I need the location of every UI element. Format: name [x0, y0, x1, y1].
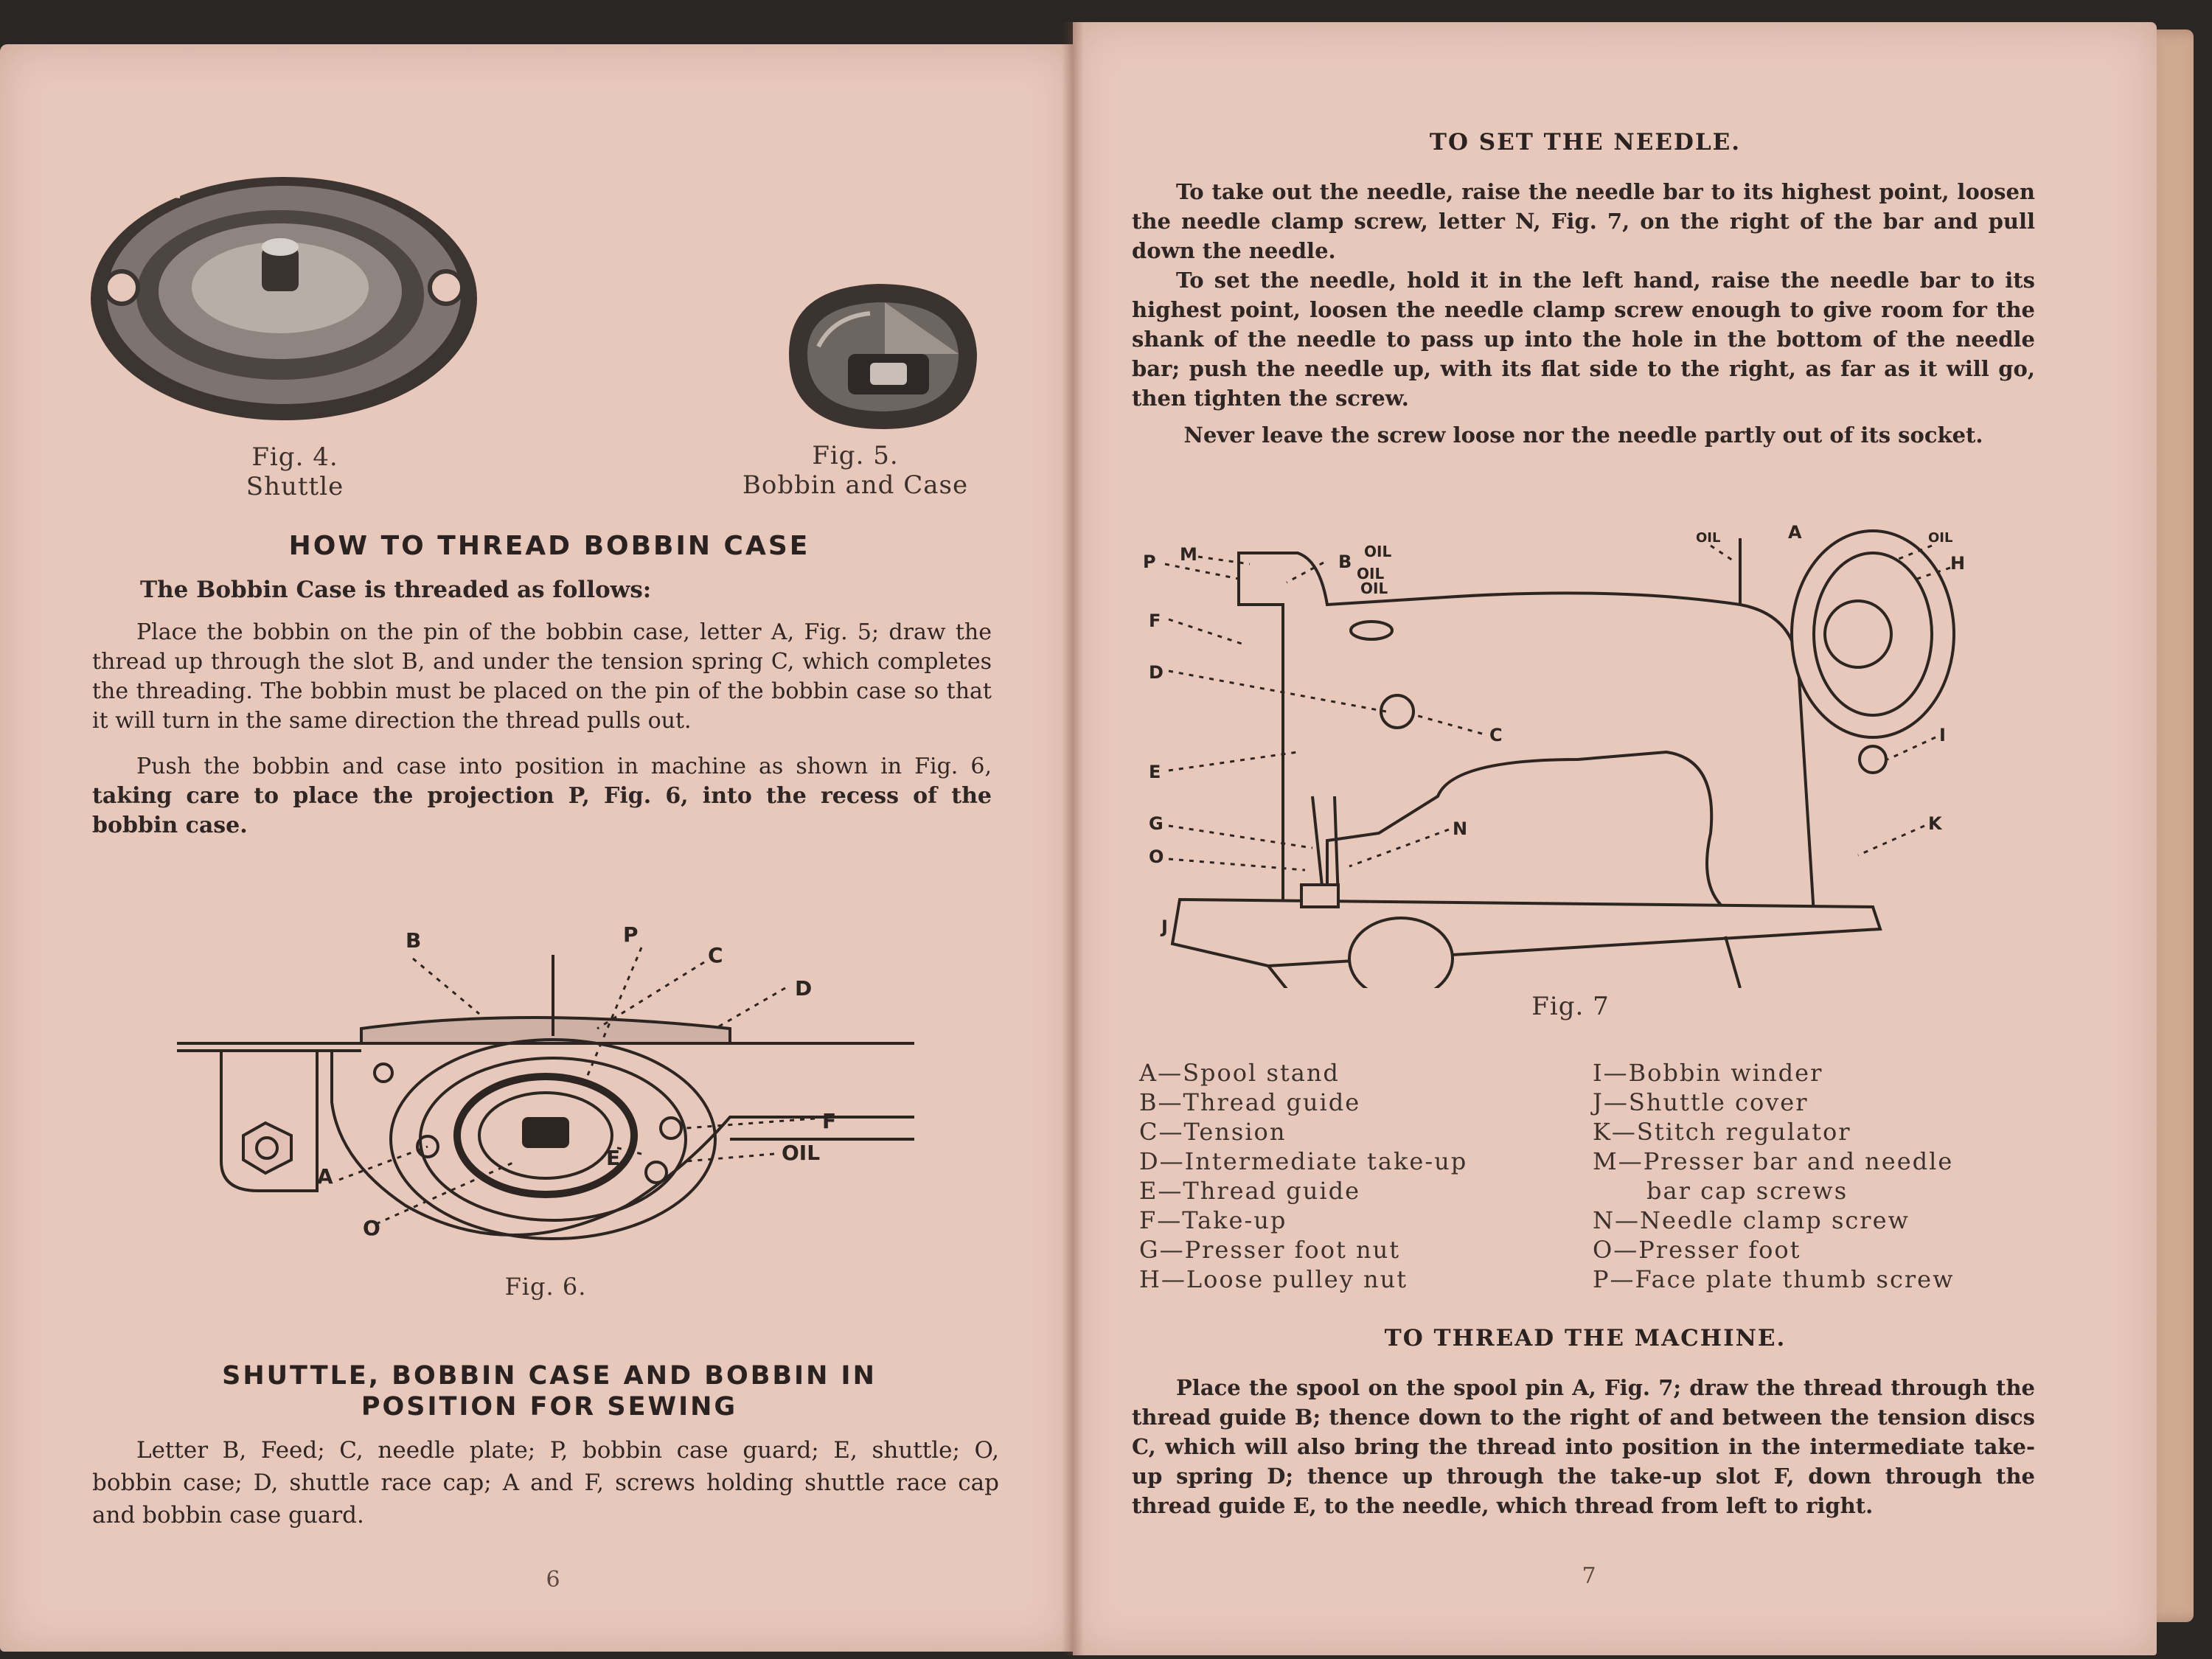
fig7-callout-p: P: [1143, 552, 1156, 572]
legend-item: J—Shuttle cover: [1593, 1088, 1809, 1116]
fig4-label: Fig. 4.: [251, 442, 338, 472]
fig6-callout-a: A: [317, 1164, 333, 1189]
legend-item: I—Bobbin winder: [1593, 1059, 1823, 1087]
legend-item: H—Loose pulley nut: [1139, 1265, 1408, 1293]
legend-item: M—Presser bar and needle: [1593, 1147, 1954, 1175]
legend-item: E—Thread guide: [1139, 1177, 1361, 1205]
fig5-caption-block: [708, 441, 1003, 500]
fig6-callout-b: B: [406, 928, 422, 953]
paragraph-bold-text: taking care to place the projection P, Fig. 6, into the recess of the bobbin case.: [92, 783, 992, 838]
fig7-callout-oil: OIL: [1364, 543, 1392, 560]
fig7-callout-k: K: [1928, 813, 1942, 834]
legend-item: O—Presser foot: [1593, 1236, 1801, 1264]
fig6-shuttle-in-position-illustration: [170, 925, 929, 1279]
legend-item: F—Take-up: [1139, 1206, 1287, 1234]
fig5-label: Fig. 5.: [812, 441, 899, 470]
subheading-bobbin-case: The Bobbin Case is threaded as follows:: [140, 577, 652, 603]
fig7-callout-d: D: [1149, 662, 1164, 683]
set-needle-instructions: [1132, 177, 2035, 450]
fig7-callout-n: N: [1453, 818, 1468, 839]
page-number-right: 7: [1582, 1563, 1596, 1589]
bobbin-case-instructions: [92, 618, 992, 841]
fig4-caption-block: [221, 442, 369, 501]
section-heading-set-needle: TO SET THE NEEDLE.: [1429, 129, 1742, 156]
fig7-callout-b: B: [1338, 552, 1352, 572]
legend-item: P—Face plate thumb screw: [1593, 1265, 1955, 1293]
book-gutter: [1062, 22, 1084, 1655]
legend-item: B—Thread guide: [1139, 1088, 1361, 1116]
legend-item: D—Intermediate take-up: [1139, 1147, 1468, 1175]
fig6-callout-e: E: [606, 1146, 621, 1170]
legend-item: bar cap screws: [1593, 1177, 1848, 1205]
fig7-callout-a: A: [1788, 522, 1802, 543]
warning-note: Never leave the screw loose nor the needle partly out of its socket.: [1183, 422, 1983, 448]
paragraph: Letter B, Feed; C, needle plate; P, bobbin case guard; E, shuttle; O, bobbin case; D, shuttle race cap; A and F, screws holding shuttle race cap and bobbin case guard.: [92, 1437, 999, 1528]
paragraph-text: Push the bobbin and case into position in machine as shown in Fig. 6,: [136, 754, 992, 779]
fig7-callout-f: F: [1149, 611, 1161, 631]
fig6-callout-d: D: [795, 976, 813, 1001]
fig6-callout-c: C: [708, 943, 723, 967]
heading-line: SHUTTLE, BOBBIN CASE AND BOBBIN IN: [222, 1361, 877, 1391]
fig6-callout-p: P: [623, 925, 639, 947]
fig5-caption: Bobbin and Case: [742, 470, 969, 500]
fig7-sewing-machine-illustration: [1135, 516, 1991, 988]
fig7-label: Fig. 7: [1531, 992, 1610, 1021]
legend-item: A—Spool stand: [1139, 1059, 1340, 1087]
legend-item: K—Stitch regulator: [1593, 1118, 1851, 1146]
fig7-callout-m: M: [1180, 544, 1197, 565]
fig7-callout-e: E: [1149, 762, 1161, 782]
fig7-callout-c: C: [1489, 725, 1503, 745]
paragraph: To take out the needle, raise the needle bar to its highest point, loosen the needle clamp screw, letter N, Fig. 7, on the right of the bar and pull down the needle.: [1132, 179, 2035, 263]
section-heading-shuttle-position: [88, 1360, 1010, 1422]
paragraph: Place the spool on the spool pin A, Fig. 7; draw the thread through the thread guide B; thence down to the right of and between the tension discs C, which will also bring the thread into position in the intermediate take-up spring D; thence up through the take-up slot F, down through the thread guide E, to the needle, which thread from left to right.: [1132, 1375, 2035, 1518]
legend-item: C—Tension: [1139, 1118, 1287, 1146]
fig7-callout-oil: OIL: [1696, 530, 1721, 546]
section-heading-thread-bobbin-case: HOW TO THREAD BOBBIN CASE: [288, 531, 810, 561]
page-number-left: 6: [546, 1567, 560, 1593]
paragraph: To set the needle, hold it in the left hand, raise the needle bar to its highest point, loosen the needle clamp screw enough to give room for the shank of the needle to pass up into the hole in the bottom of the needle bar; push the needle up, with its flat side to the right, as far as it will go, then tighten the screw.: [1132, 268, 2035, 411]
fig7-callout-o: O: [1149, 846, 1164, 867]
fig7-callout-h: H: [1950, 553, 1966, 574]
legend-item: G—Presser foot nut: [1139, 1236, 1401, 1264]
shuttle-position-description: [92, 1434, 999, 1531]
fig4-caption: Shuttle: [246, 472, 344, 501]
fig7-callout-i: I: [1939, 725, 1946, 745]
heading-line: POSITION FOR SEWING: [361, 1392, 738, 1422]
fig7-callout-oil: OIL: [1928, 530, 1953, 546]
section-heading-thread-machine: TO THREAD THE MACHINE.: [1384, 1325, 1787, 1352]
fig7-callout-g: G: [1149, 813, 1164, 834]
fig7-callout-oil: OIL: [1360, 580, 1388, 597]
fig7-legend-left-column: [1139, 1058, 1552, 1294]
paragraph: Place the bobbin on the pin of the bobbin case, letter A, Fig. 5; draw the thread up through the slot B, and under the tension spring C, which completes the threading. The bobbin must be placed on the pin of the bobbin case so that it will turn in the same direction the thread pulls out.: [92, 619, 992, 734]
paragraph-position-bobbin: [92, 752, 992, 841]
fig6-callout-o: O: [363, 1216, 380, 1240]
fig4-shuttle-illustration: [85, 159, 494, 435]
fig6-label: Fig. 6.: [504, 1273, 587, 1301]
fig6-callout-f: F: [822, 1109, 837, 1133]
fig7-callout-j: J: [1161, 917, 1168, 937]
legend-item: N—Needle clamp screw: [1593, 1206, 1910, 1234]
thread-machine-instructions: [1132, 1373, 2035, 1520]
fig5-bobbin-case-illustration: [774, 273, 988, 439]
fig6-callout-oil: OIL: [782, 1141, 821, 1165]
fig7-legend-right-column: [1593, 1058, 2050, 1294]
fig7-callout-oil: OIL: [1357, 565, 1385, 582]
